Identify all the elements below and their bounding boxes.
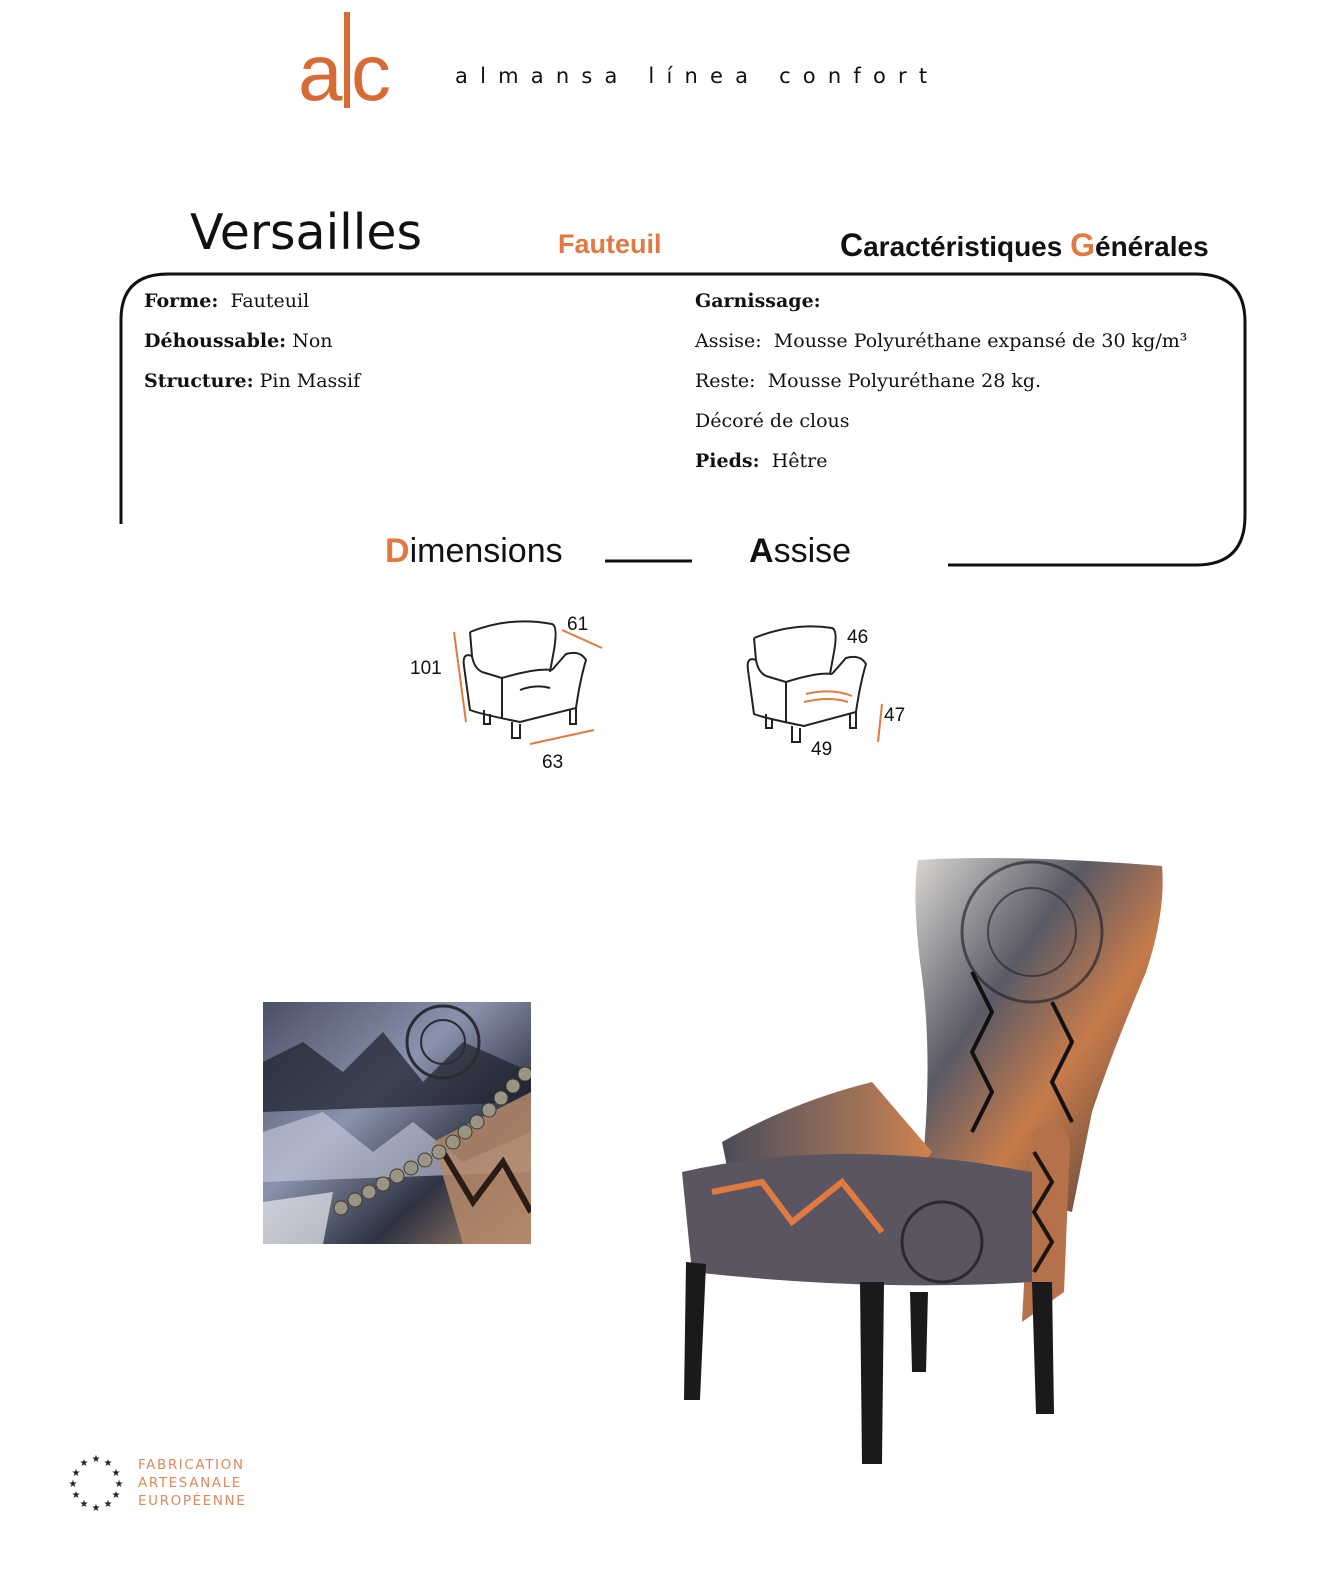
spec-forme: Forme: Fauteuil bbox=[144, 290, 310, 312]
dimension-width: 63 bbox=[542, 752, 564, 773]
svg-text:★: ★ bbox=[111, 1468, 121, 1479]
spec-dehoussable: Déhoussable: Non bbox=[144, 330, 333, 352]
svg-text:★: ★ bbox=[71, 1490, 81, 1501]
product-type: Fauteuil bbox=[558, 229, 662, 259]
product-name: Versailles bbox=[190, 204, 423, 261]
eu-badge-line1: FABRICATION bbox=[138, 1457, 245, 1473]
dimensions-heading: Dimensions bbox=[385, 532, 563, 570]
dimensions-diagram bbox=[440, 610, 620, 760]
eu-stars-icon bbox=[66, 1452, 126, 1512]
svg-text:★: ★ bbox=[103, 1499, 113, 1510]
eu-badge-line3: EUROPÉENNE bbox=[138, 1493, 247, 1509]
eu-badge-text bbox=[138, 1456, 246, 1510]
spec-reste: Reste: Mousse Polyuréthane 28 kg. bbox=[695, 370, 1042, 392]
svg-text:★: ★ bbox=[79, 1499, 89, 1510]
brand-logo bbox=[296, 8, 396, 116]
fabric-swatch-image bbox=[263, 1002, 531, 1244]
spec-garnissage: Garnissage: bbox=[695, 290, 821, 312]
assise-depth: 46 bbox=[847, 627, 869, 648]
spec-pieds: Pieds: Hêtre bbox=[695, 450, 828, 472]
assise-diagram bbox=[740, 618, 900, 758]
svg-text:c: c bbox=[351, 28, 391, 116]
svg-text:a: a bbox=[298, 28, 343, 116]
section-title: Caractéristiques Générales bbox=[840, 227, 1209, 263]
spec-structure: Structure: Pin Massif bbox=[144, 370, 361, 392]
svg-text:★: ★ bbox=[103, 1458, 113, 1469]
spec-assise: Assise: Mousse Polyuréthane expansé de 30 kg/m³ bbox=[695, 330, 1188, 352]
dimension-depth: 61 bbox=[567, 614, 589, 635]
assise-height: 47 bbox=[884, 705, 906, 726]
spec-decor: Décoré de clous bbox=[695, 410, 850, 432]
svg-text:★: ★ bbox=[91, 1503, 101, 1512]
assise-heading: Assise bbox=[749, 532, 852, 570]
armchair-photo bbox=[672, 852, 1172, 1472]
svg-text:★: ★ bbox=[68, 1479, 78, 1490]
eu-badge-line2: ARTESANALE bbox=[138, 1475, 242, 1491]
svg-text:★: ★ bbox=[111, 1490, 121, 1501]
eu-fabrication-badge bbox=[52, 1440, 292, 1535]
assise-width: 49 bbox=[811, 739, 833, 760]
svg-text:★: ★ bbox=[114, 1479, 124, 1490]
dimension-height: 101 bbox=[410, 658, 442, 679]
svg-text:★: ★ bbox=[91, 1454, 101, 1465]
svg-text:★: ★ bbox=[71, 1468, 81, 1479]
svg-text:★: ★ bbox=[79, 1458, 89, 1469]
brand-name: almansa línea confort bbox=[455, 64, 940, 88]
